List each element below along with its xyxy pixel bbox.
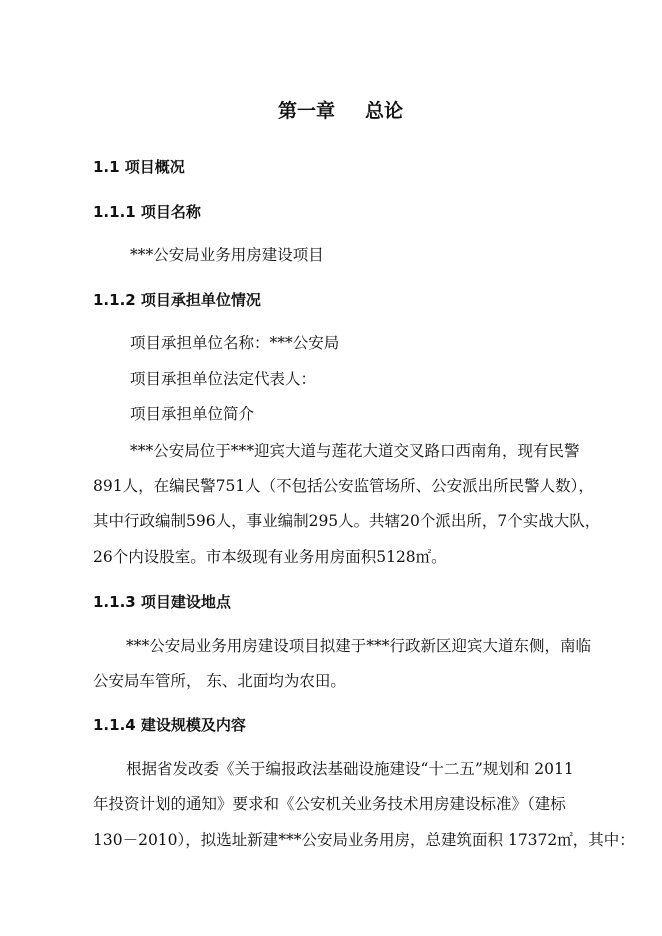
section-heading-1-1-4: 1.1.4 建设规模及内容 [93,716,246,734]
project-name-text: ***公安局业务用房建设项目 [130,246,324,264]
section-heading-1-1-1: 1.1.1 项目名称 [93,203,201,221]
unit-intro-line: 891人，在编民警751人（不包括公安监管场所、公安派出所民警人数）， [93,477,594,495]
section-heading-1-1-2: 1.1.2 项目承担单位情况 [93,291,261,309]
unit-intro-line: ***公安局位于***迎宾大道与莲花大道交叉路口西南角，现有民警 [130,442,580,460]
scale-line: 根据省发改委《关于编报政法基础设施建设“十二五”规划和 2011 [126,760,574,778]
scale-line: 130－2010），拟选址新建***公安局业务用房，总建筑面积 17372㎡，其中： [93,831,635,849]
chapter-number: 第一章 [278,100,336,122]
unit-intro-label: 项目承担单位简介 [130,405,255,423]
unit-name-line: 项目承担单位名称：***公安局 [130,334,340,352]
unit-legal-rep-line: 项目承担单位法定代表人： [130,370,317,388]
chapter-name: 总论 [365,100,404,122]
section-heading-1-1: 1.1 项目概况 [93,158,185,176]
chapter-title [278,101,403,121]
scale-line: 年投资计划的通知》要求和《公安机关业务技术用房建设标准》（建标 [93,795,566,813]
section-heading-1-1-3: 1.1.3 项目建设地点 [93,593,231,611]
unit-intro-line: 其中行政编制596人，事业编制295人。共辖20个派出所，7个实战大队， [93,512,601,530]
location-line: ***公安局业务用房建设项目拟建于***行政新区迎宾大道东侧，南临 [126,637,592,655]
unit-intro-line: 26个内设股室。市本级现有业务用房面积5128㎡。 [93,548,447,566]
location-line: 公安局车管所， 东、北面均为农田。 [93,672,346,690]
